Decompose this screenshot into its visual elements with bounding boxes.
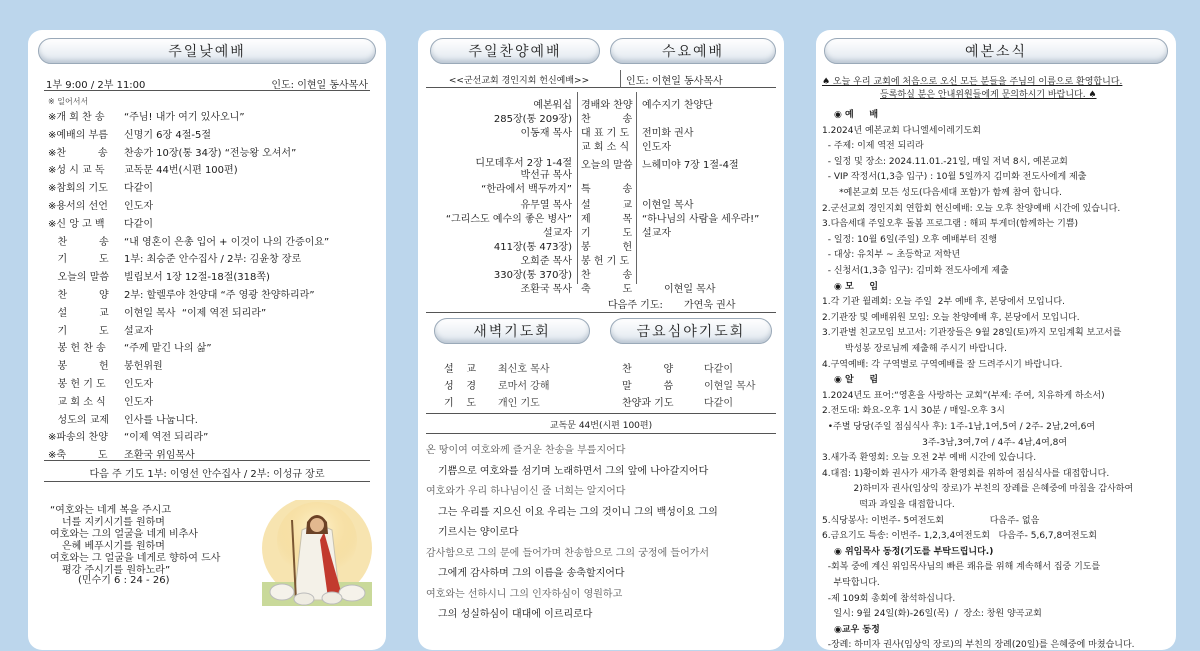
worship-row-value: 빌립보서 1장 12절-18절(318쪽)	[124, 272, 270, 284]
service-order-label: 봉 헌	[581, 242, 633, 253]
blessing-line: 여호와는 그 얼굴을 네게로 향하여 드사	[50, 553, 221, 564]
wednesday-detail: 전미화 권사	[642, 128, 694, 139]
worship-row-value: “이제 역전 되리라”	[124, 432, 209, 444]
worship-row-value: 신명기 6장 4절-5절	[124, 129, 212, 141]
blessing-line: “여호와는 네게 복을 주시고	[50, 505, 171, 516]
worship-row-label: 찬 양	[48, 290, 109, 301]
responsive-line: 그의 성실하심이 대대에 이르리로다	[438, 609, 593, 620]
worship-row	[48, 304, 266, 319]
worship-row-label: 성도의 교제	[48, 414, 110, 426]
service-order-label: 설 교	[581, 200, 633, 211]
worship-row-label: ※찬 송	[48, 147, 108, 159]
divider	[620, 70, 621, 88]
news-item: 6.금요기도 특송: 이번주- 1,2,3,4여전도회 다음주- 5,6,7,8여전도회	[822, 531, 1097, 542]
news-item: - VIP 작정서(1,3층 입구) : 10월 5일까지 김미화 전도사에게 제출	[822, 172, 1087, 183]
worship-row	[48, 411, 198, 426]
divider	[426, 413, 776, 414]
worship-row-value: “주님! 내가 여기 있사오니”	[124, 112, 245, 123]
dawn-row-value: 로마서 강해	[498, 381, 550, 392]
welcome-line-2: 등록하실 분은 안내위원들에게 문의하시기 바랍니다. ♠	[880, 90, 1097, 100]
worship-row-value: 이현일 목사 “이제 역전 되리라”	[124, 307, 267, 319]
dawn-row	[444, 394, 540, 409]
news-item: 부탁합니다.	[822, 578, 880, 588]
responsive-line: 그는 우리를 지으신 이요 우리는 그의 것이니 그의 백성이요 그의	[438, 506, 718, 518]
news-item: 4.구역예배: 각 구역별로 구역예배를 잘 드려주시기 바랍니다.	[822, 359, 1063, 370]
news-item: - 주제: 이제 역전 되리라	[822, 141, 924, 152]
friday-row-label: 말 씀	[622, 381, 674, 392]
responsive-line: 여호와는 선하시니 그의 인자하심이 영원하고	[426, 588, 623, 600]
wednesday-detail: 이현일 목사	[642, 200, 694, 211]
worship-row-label: 봉 헌 기 도	[48, 379, 106, 390]
worship-row-label: ※참회의 기도	[48, 183, 108, 195]
blessing-line: 평강 주시기를 원하노라”	[62, 565, 171, 576]
worship-row-value: 1부: 최승준 안수집사 / 2부: 김윤창 장로	[124, 254, 302, 266]
worship-row	[48, 250, 301, 265]
wednesday-detail: 예수지기 찬양단	[642, 100, 713, 111]
news-item: -장례: 하미자 권사(임상익 장로)의 부친의 장례(20일)를 은혜중에 마쳤습니다.	[822, 640, 1135, 650]
divider	[426, 433, 776, 434]
news-section-heading: ◉교우 동정	[834, 624, 880, 635]
news-item: 박성봉 장로님께 제출해 주시기 바랍니다.	[822, 344, 1007, 354]
news-item: 2.군선교회 경인지회 연합회 헌신예배: 오늘 오후 찬양예배 시간에 있습니다.	[822, 203, 1121, 214]
worship-row-label: ※용서의 선언	[48, 201, 108, 212]
news-item: 1.2024년 예본교회 다니엘세이레기도회	[822, 125, 981, 136]
worship-row	[48, 108, 245, 123]
praise-detail: 이동재 목사	[520, 128, 572, 139]
news-item: -제 109회 총회에 참석하십니다.	[822, 593, 956, 604]
service-order-label: 교 회 소 식	[581, 142, 630, 153]
news-item: -회복 중에 계신 위임목사님의 빠른 쾌유를 위해 계속해서 집중 기도를	[822, 562, 1101, 573]
worship-row-value: 인사를 나눕니다.	[124, 414, 198, 426]
worship-row-value: 인도자	[124, 379, 153, 390]
wednesday-detail: “하나님의 사람을 세우라!”	[642, 214, 760, 225]
worship-row	[48, 144, 296, 159]
welcome-line-1: ♠ 오늘 우리 교회에 처음으로 오신 모든 분들을 주님의 이름으로 환영합니다.	[822, 77, 1123, 87]
worship-row	[48, 375, 153, 390]
praise-detail: 박선규 목사	[520, 170, 572, 181]
worship-row-label: 찬 송	[48, 236, 109, 248]
news-item: - 대상: 유치부 ~ 초등학교 저학년	[822, 250, 961, 261]
worship-row-label: 봉 헌	[48, 361, 109, 373]
worship-row-value: 교독문 44번(시편 100편)	[124, 165, 238, 177]
wednesday-detail: 느헤미야 7장 1절-4절	[642, 160, 739, 171]
wednesday-detail: 이현일 목사	[664, 284, 716, 295]
friday-row-value: 다같이	[704, 398, 733, 409]
church-news-panel	[816, 30, 1176, 650]
worship-row	[48, 179, 153, 194]
news-item: 2.전도대: 화요-오후 1시 30분 / 매일-오후 3시	[822, 406, 1005, 417]
divider	[636, 92, 637, 284]
service-order-label: 기 도	[581, 228, 633, 239]
worship-row-value: 봉헌위원	[124, 361, 163, 373]
worship-row-value: “주께 맡긴 나의 삶”	[124, 343, 212, 355]
divider	[44, 460, 370, 461]
dawn-prayer-title: 새벽기도회	[434, 318, 590, 344]
worship-row	[48, 428, 208, 443]
divider	[44, 90, 370, 91]
wednesday-leader: 인도: 이현일 동사목사	[626, 76, 723, 87]
service-order-label: 경배와 찬양	[581, 100, 633, 111]
friday-prayer-title: 금요심야기도회	[610, 318, 772, 344]
news-item: 3주-3남,3여,7여 / 4주- 4남,4여,8여	[822, 437, 1068, 448]
worship-row-value: 2부: 할렐루야 찬양대 “주 영광 찬양하리라”	[124, 290, 315, 301]
worship-row	[48, 357, 163, 372]
service-order-label: 특 송	[581, 184, 633, 195]
service-order-label: 찬 송	[581, 270, 633, 281]
responsive-line: 여호와가 우리 하나님이신 줄 너희는 알지어다	[426, 486, 626, 497]
wednesday-detail: 인도자	[642, 142, 671, 153]
divider	[426, 312, 776, 313]
divider	[426, 87, 776, 88]
news-item: - 일정: 10월 6일(주일) 오후 예배부터 진행	[822, 234, 998, 245]
divider	[44, 481, 370, 482]
sunday-service-title: 주일낮예배	[38, 38, 376, 64]
praise-detail: 285장(통 209장)	[493, 114, 572, 125]
news-item: 일시: 9월 24일(화)-26일(목) / 장소: 창원 양곡교회	[822, 609, 1042, 620]
news-section-heading: ◉ 예 배	[834, 110, 879, 120]
blessing-line: 너를 지키시기를 원하며	[62, 517, 165, 528]
news-section-heading: ◉ 알 림	[834, 375, 879, 386]
worship-row	[48, 286, 315, 301]
praise-detail: 유무열 목사	[520, 200, 572, 211]
worship-row	[48, 339, 212, 354]
service-order-label: 제 목	[581, 214, 633, 225]
dawn-row	[444, 377, 549, 392]
friday-row	[622, 360, 733, 375]
responsive-line: 그에게 감사하며 그의 이름을 송축할지어다	[438, 568, 625, 579]
dawn-row-label: 기 도	[444, 398, 477, 409]
worship-row-value: 다같이	[124, 218, 153, 230]
worship-row	[48, 126, 211, 141]
friday-row-label: 찬양과 기도	[622, 398, 674, 409]
praise-detail: “그리스도 예수의 좋은 병사”	[445, 214, 572, 225]
jesus-shepherd-illustration	[262, 500, 372, 606]
service-times: 1부 9:00 / 2부 11:00	[46, 80, 146, 91]
service-order-label: 축 도	[581, 284, 633, 295]
news-item: 2)하미자 권사(임상익 장로)가 부친의 장례를 은혜중에 마침을 감사하여	[822, 484, 1134, 495]
worship-row-label: ※개 회 찬 송	[48, 112, 105, 123]
news-item: 5.식당봉사: 이번주- 5여전도회 다음주- 없음	[822, 515, 1040, 526]
worship-row	[48, 268, 270, 283]
worship-row-value: 인도자	[124, 201, 153, 212]
news-item: 3.다음세대 주일오후 돌봄 프로그램 : 해피 투게더(함께하는 기쁨)	[822, 219, 1079, 230]
service-order-label: 봉 헌 기 도	[581, 256, 630, 267]
responsive-line: 감사함으로 그의 문에 들어가며 찬송함으로 그의 궁정에 들어가서	[426, 547, 710, 559]
next-prayer-label: 다음주 기도:	[608, 300, 663, 311]
news-item: *예본교회 모든 성도(다음세대 포함)가 함께 참여 합니다.	[822, 188, 1062, 198]
service-order-label: 대 표 기 도	[581, 128, 630, 139]
news-item: 1.2024년도 표어:“영혼을 사랑하는 교회”(부제: 주여, 치유하게 하소서)	[822, 390, 1105, 401]
next-week-prayer: 다음 주 기도 1부: 이영선 안수집사 / 2부: 이성규 장로	[89, 469, 325, 480]
responsive-line: 온 땅이여 여호와께 즐거운 찬송을 부를지어다	[426, 445, 626, 456]
worship-row-value: 설교자	[124, 325, 153, 337]
praise-detail: 오희준 목사	[520, 256, 572, 267]
responsive-line: 기쁨으로 여호와를 섬기며 노래하면서 그의 앞에 나아갈지어다	[438, 465, 709, 477]
worship-row-label: 설 교	[48, 307, 109, 319]
worship-row	[48, 197, 153, 212]
service-leader: 인도: 이현일 동사목사	[271, 80, 368, 91]
news-item: 2.기관장 및 예배위원 모임: 오늘 찬양예배 후, 본당에서 모입니다.	[822, 312, 1080, 323]
praise-service-title: 주일찬양예배	[430, 38, 600, 64]
praise-detail: 조환국 목사	[520, 284, 572, 295]
next-prayer-name: 가연욱 권사	[684, 300, 736, 311]
worship-row-label: ※성 시 교 독	[48, 165, 105, 177]
blessing-line: 여호와는 그의 얼굴을 네게 비추사	[50, 529, 198, 540]
sunday-service-panel	[28, 30, 386, 650]
worship-row-label: 기 도	[48, 325, 109, 337]
wednesday-service-title: 수요예배	[610, 38, 776, 64]
news-item: •주별 당당(주일 점심식사 후): 1주-1남,1여,5여 / 2주- 2남,2여,6여	[822, 422, 1096, 432]
service-order-label: 오늘의 말씀	[581, 160, 633, 171]
worship-row-value: 조환국 위임목사	[124, 450, 195, 462]
worship-row-label: ※신 앙 고 백	[48, 218, 105, 230]
church-news-title: 예본소식	[824, 38, 1168, 64]
news-item: 3.기관별 친교모임 보고서: 기관장들은 9월 28일(토)까지 모임계획 보고서를	[822, 328, 1122, 339]
praise-detail: 411장(통 473장)	[493, 242, 572, 253]
responsive-line: 기르시는 양이로다	[438, 527, 519, 538]
praise-subtitle: <<군선교회 경인지회 헌신예배>>	[448, 76, 590, 86]
worship-row	[48, 393, 153, 408]
dawn-row	[444, 360, 549, 375]
dawn-row-value: 최신호 목사	[498, 364, 550, 375]
news-section-heading: ◉ 모 임	[834, 281, 879, 292]
worship-row-value: “내 영혼이 은총 입어 + 이것이 나의 간증이요”	[124, 236, 330, 248]
news-item: 4.대접: 1)황이화 권사가 새가족 환영회를 위하여 점심식사를 대접합니다.	[822, 468, 1110, 479]
dawn-row-label: 설 교	[444, 364, 477, 375]
blessing-reference: (민수기 6 : 24 - 26)	[78, 575, 170, 586]
praise-detail: “한라에서 백두까지”	[481, 184, 572, 195]
worship-row	[48, 322, 153, 337]
wednesday-detail: 설교자	[642, 228, 671, 239]
praise-detail: 330장(통 370장)	[493, 270, 572, 281]
worship-row	[48, 161, 238, 176]
worship-row-value: 인도자	[124, 396, 153, 408]
worship-row	[48, 233, 329, 248]
worship-row-label: ※축 도	[48, 450, 108, 462]
worship-row-label: 봉 헌 찬 송	[48, 343, 106, 355]
worship-row-label: 오늘의 말씀	[48, 272, 110, 284]
friday-row	[622, 394, 733, 409]
evening-services-panel	[418, 30, 784, 650]
responsive-reading-title: 교독문 44번(시편 100편)	[549, 421, 653, 431]
divider	[577, 92, 578, 284]
news-section-heading: ◉ 위임목사 동정(기도를 부탁드립니다.)	[834, 546, 994, 557]
worship-row-value: 다같이	[124, 183, 153, 195]
news-item: 1.각 기관 월례회: 오늘 주일 2부 예배 후, 본당에서 모입니다.	[822, 297, 1065, 308]
news-item: - 일정 및 장소: 2024.11.01.-21일, 매일 저녁 8시, 예본교회	[822, 156, 1068, 167]
news-item: - 신청서(1,3층 입구): 김미화 전도사에게 제출	[822, 266, 1009, 276]
friday-row-label: 찬 양	[622, 364, 674, 375]
friday-row-value: 다같이	[704, 364, 733, 375]
worship-row-value: 찬송가 10장(통 34장) “전능왕 오셔서”	[124, 147, 297, 159]
dawn-row-value: 개인 기도	[498, 398, 540, 409]
worship-row-label: 교 회 소 식	[48, 396, 106, 408]
worship-row	[48, 215, 153, 230]
praise-detail: 디모데후서 2장 1-4절	[475, 158, 572, 169]
worship-row	[48, 446, 195, 461]
standing-note: ※ 일어서서	[48, 97, 89, 106]
news-item: 떡과 과일을 대접합니다.	[822, 500, 955, 510]
praise-detail: 예본워십	[533, 100, 572, 111]
friday-row-value: 이현일 목사	[704, 381, 756, 392]
blessing-line: 은혜 베푸시기를 원하며	[62, 541, 165, 552]
news-item: 3.새가족 환영회: 오늘 오전 2부 예배 시간에 있습니다.	[822, 453, 1037, 464]
dawn-row-label: 성 경	[444, 381, 477, 392]
worship-row-label: ※예배의 부름	[48, 129, 108, 141]
worship-row-label: 기 도	[48, 254, 109, 266]
friday-row	[622, 377, 755, 392]
praise-detail: 설교자	[543, 228, 572, 239]
service-order-label: 찬 송	[581, 114, 633, 125]
worship-row-label: ※파송의 찬양	[48, 432, 108, 444]
